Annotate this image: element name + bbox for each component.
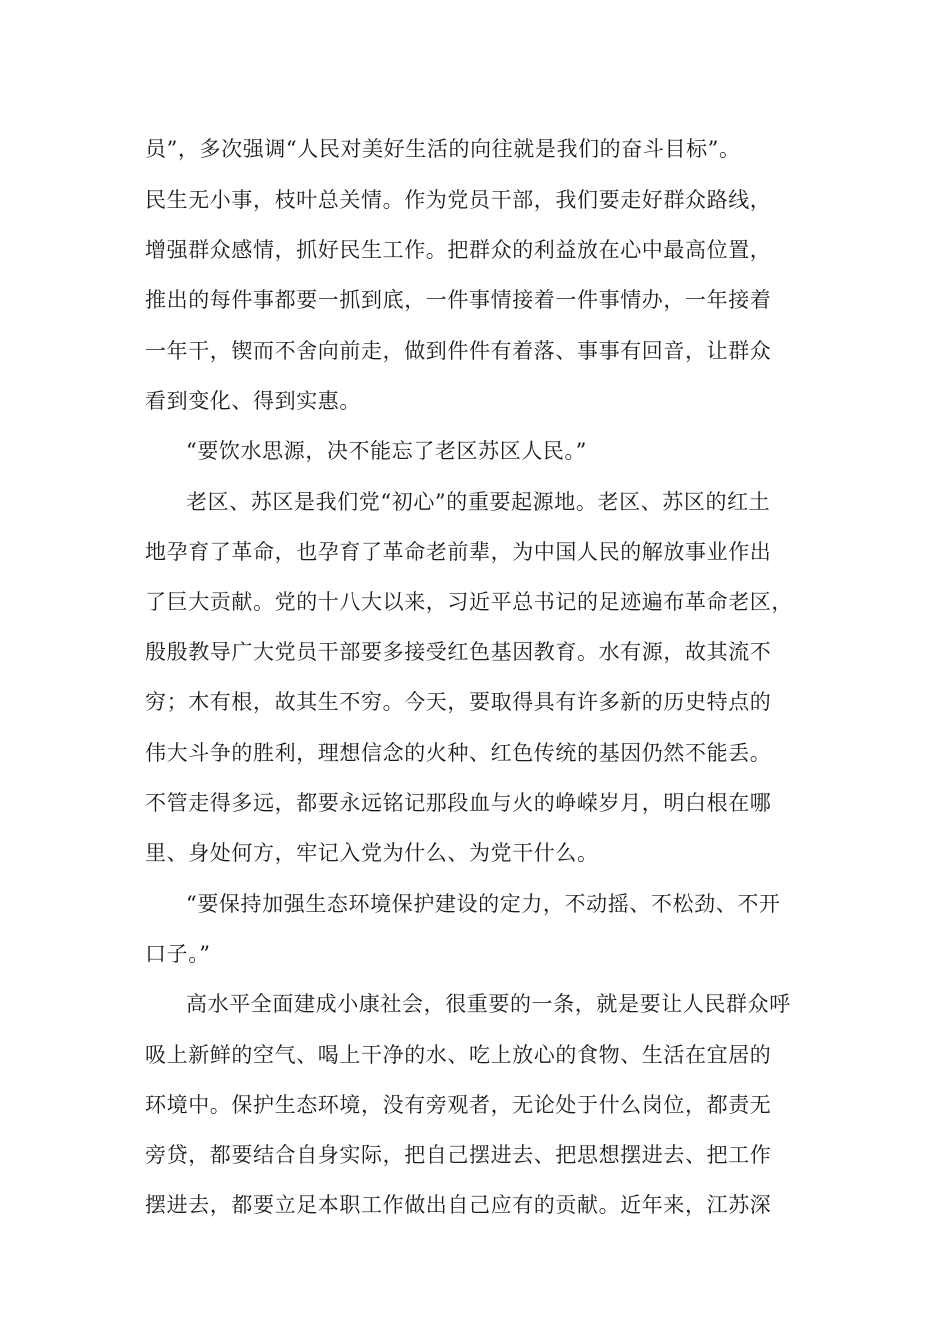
paragraph-first-line: 老区、苏区是我们党“初心”的重要起源地。老区、苏区的红土 [186,490,771,514]
text-line: 吸上新鲜的空气、喝上干净的水、吃上放心的食物、生活在宜居的 [145,1043,772,1067]
quote-line: “要饮水思源，决不能忘了老区苏区人民。” [186,439,587,463]
text-line: 不管走得多远，都要永远铭记那段血与火的峥嵘岁月，明白根在哪 [145,791,772,815]
text-line: 推出的每件事都要一抓到底，一件事情接着一件事情办，一年接着 [145,288,772,312]
text-line: 里、身处何方，牢记入党为什么、为党干什么。 [145,841,599,865]
text-line: 摆进去，都要立足本职工作做出自己应有的贡献。近年来，江苏深 [145,1193,772,1217]
text-line: 增强群众感情，抓好民生工作。把群众的利益放在心中最高位置， [145,238,772,262]
text-line: 民生无小事，枝叶总关情。作为党员干部，我们要走好群众路线， [145,188,772,212]
text-line: 一年干，锲而不舍向前走，做到件件有着落、事事有回音，让群众 [145,339,772,363]
text-line: 看到变化、得到实惠。 [145,389,361,413]
quote-line: “要保持加强生态环境保护建设的定力，不动摇、不松劲、不开 [186,892,781,916]
text-line: 殷殷教导广大党员干部要多接受红色基因教育。水有源，故其流不 [145,640,772,664]
text-line: 了巨大贡献。党的十八大以来，习近平总书记的足迹遍布革命老区， [145,590,793,614]
text-line: 口子。” [145,942,211,966]
text-line: 旁贷，都要结合自身实际，把自己摆进去、把思想摆进去、把工作 [145,1143,772,1167]
text-line: 穷；木有根，故其生不穷。今天，要取得具有许多新的历史特点的 [145,690,772,714]
text-line: 伟大斗争的胜利，理想信念的火种、红色传统的基因仍然不能丢。 [145,741,772,765]
text-line: 环境中。保护生态环境，没有旁观者，无论处于什么岗位，都责无 [145,1093,772,1117]
text-line: 地孕育了革命，也孕育了革命老前辈，为中国人民的解放事业作出 [145,540,772,564]
paragraph-first-line: 高水平全面建成小康社会，很重要的一条，就是要让人民群众呼 [186,992,791,1016]
text-line: 员”，多次强调“人民对美好生活的向往就是我们的奋斗目标”。 [145,137,741,161]
